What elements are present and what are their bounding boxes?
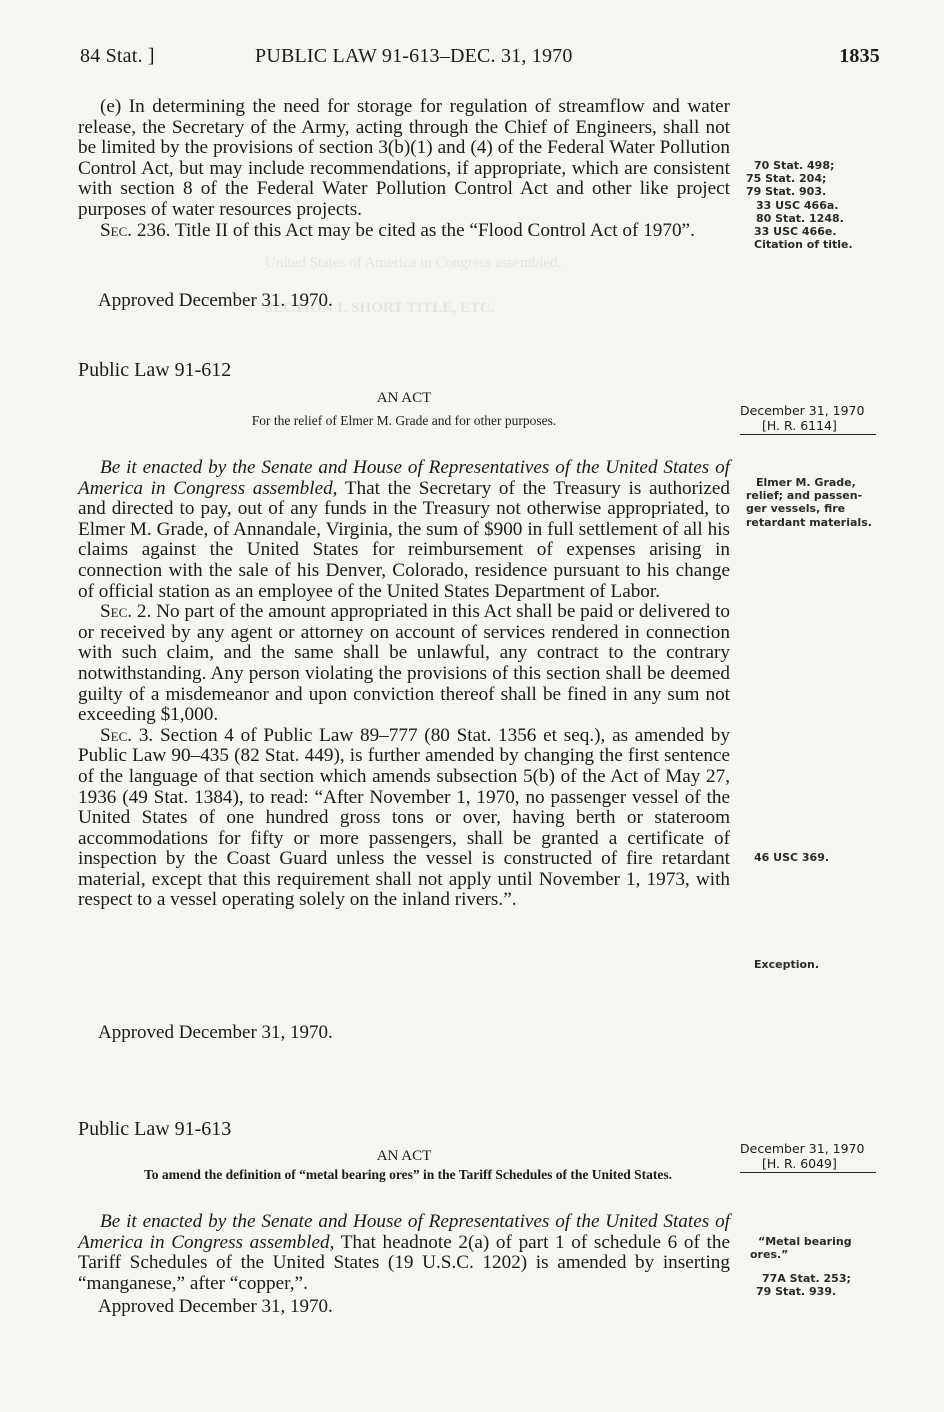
law-613-margin-metal bbox=[750, 1235, 852, 1261]
margin-note: ores.” bbox=[750, 1248, 789, 1262]
section-236-paragraph bbox=[78, 221, 730, 242]
page-number: 1835 bbox=[839, 45, 880, 67]
margin-note: “Metal bearing bbox=[758, 1235, 852, 1248]
law-613-title: Public Law 91-613 bbox=[78, 1118, 232, 1140]
law-613-body bbox=[78, 1212, 730, 1294]
margin-note: 33 USC 466e. bbox=[754, 225, 837, 239]
margin-note: 80 Stat. 1248. bbox=[756, 211, 844, 225]
law-612-sec2-text: No part of the amount appropriated in this Act shall be paid or delivered to or received by any agent or attorney on account of services rendered in connection with such claim, and the same shall be unlawful, any contract to the contrary notwithstanding. Any person violating the provisions of this section shall be deemed guilty of a misdemeanor and upon conviction thereof shall be fined in any sum not exceeding $1,000. bbox=[78, 601, 731, 726]
law-612-margin-exception: Exception. bbox=[754, 958, 820, 971]
margin-note: Elmer M. Grade, bbox=[756, 476, 856, 489]
law-612-title: Public Law 91-612 bbox=[78, 359, 232, 381]
volume-reference: 84 Stat. ] bbox=[80, 45, 155, 67]
section-236-text: Title II of this Act may be cited as the “Flood Control Act of 1970”. bbox=[174, 219, 695, 241]
margin-note: 79 Stat. 939. bbox=[756, 1285, 837, 1299]
law-612-date-box bbox=[740, 403, 876, 435]
law-612-sec3-text: Section 4 of Public Law 89–777 (80 Stat. 1356 et seq.), as amended by Public Law 90–435 (82 Stat. 449), is further amended by changing the first sentence of the language of that section which amends subsection 5(b) of the Act of May 27, 1936 (49 Stat. 1384), to read: “After November 1, 1970, no passenger vessel of the United States of one hundred gross tons or over, having berth or stateroom accommodations for fifty or more passengers, shall be granted a certificate of inspection by the Coast Guard unless the vessel is constructed of fire retardant material, except that this requirement shall not apply until November 1, 1973, with respect to a vessel operating solely on the inland rivers.”. bbox=[78, 724, 730, 911]
law-613-an-act: AN ACT bbox=[376, 1148, 432, 1164]
margin-note: 70 Stat. 498; bbox=[754, 159, 835, 172]
margin-note: retardant materials. bbox=[746, 515, 872, 529]
bleed-through-text: United States of America in Congress assembled, bbox=[265, 255, 562, 271]
section-e-paragraph: (e) In determining the need for storage for regulation of streamflow and water release, the Secretary of the Army, acting through the Chief of Engineers, shall not be limited by the provisions of section 3(b)(1) and (4) of the Federal Water Pollution Control Act, but may include recommendations, if appropriate, which are consistent with section 8 of the Federal Water Pollution Control Act and other like project purposes of water resources projects. bbox=[78, 96, 730, 220]
margin-note: relief; and passen- bbox=[746, 489, 863, 503]
law-613-bill-number: [H. R. 6049] bbox=[740, 1156, 876, 1173]
law-612-enacting-paragraph bbox=[78, 458, 730, 602]
law-612-sec2-label: Sec. 2. bbox=[100, 601, 152, 623]
law-612-bill-number: [H. R. 6114] bbox=[740, 418, 876, 435]
approved-line-1: Approved December 31. 1970. bbox=[98, 290, 333, 311]
law-613-date: December 31, 1970 bbox=[740, 1141, 865, 1156]
law-613-enacting-clause: Be it enacted by the Senate and House of Representatives of the United States of America in Congress assembled, bbox=[78, 1211, 730, 1253]
law-612-section-2 bbox=[78, 602, 730, 726]
margin-citations-1 bbox=[746, 159, 853, 252]
law-612-body bbox=[78, 458, 730, 911]
margin-note: 77A Stat. 253; bbox=[762, 1272, 851, 1285]
margin-note: ger vessels, fire bbox=[746, 502, 846, 516]
law-613-enacting-paragraph bbox=[78, 1212, 730, 1294]
law-612-an-act: AN ACT bbox=[376, 390, 432, 406]
section-236-label: Sec. 236. bbox=[100, 219, 171, 241]
law-612-date: December 31, 1970 bbox=[740, 403, 865, 418]
law-612-approved: Approved December 31, 1970. bbox=[98, 1022, 333, 1043]
law-613-section-text: That headnote 2(a) of part 1 of schedule 6 of the Tariff Schedules of the United States (19 U.S.C. 1202) is amended by inserting “manganese,” after “copper,”. bbox=[78, 1231, 730, 1294]
margin-note: Citation of title. bbox=[754, 238, 853, 252]
law-613-date-box bbox=[740, 1141, 876, 1173]
section-e-block bbox=[78, 97, 730, 241]
law-612-margin-usc: 46 USC 369. bbox=[754, 851, 830, 864]
law-613-margin-stat bbox=[756, 1272, 851, 1298]
law-612-enacting-clause: Be it enacted by the Senate and House of Representatives of the United States of America in Congress assembled, bbox=[78, 457, 730, 499]
law-613-approved: Approved December 31, 1970. bbox=[98, 1296, 333, 1317]
law-612-margin-subject bbox=[746, 476, 872, 529]
law-612-sec3-label: Sec. 3. bbox=[100, 724, 154, 746]
running-head: PUBLIC LAW 91-613–DEC. 31, 1970 bbox=[255, 45, 573, 67]
margin-note: 33 USC 466a. bbox=[756, 198, 839, 212]
law-612-section-3 bbox=[78, 726, 730, 911]
margin-note: 75 Stat. 204; bbox=[746, 172, 827, 186]
margin-note: 79 Stat. 903. bbox=[746, 185, 827, 199]
law-612-section-1-text: That the Secretary of the Treasury is authorized and directed to pay, out of any funds in the Treasury not otherwise appropriated, to Elmer M. Grade, of Annandale, Virginia, the sum of $900 in full settlement of all his claims against the United States for reimbursement of expenses arising in connection with the sale of his Denver, Colorado, residence pursuant to his change of official station as an employee of the United States Department of Labor. bbox=[78, 477, 730, 602]
bleed-through-text: SECTION 1. SHORT TITLE, ETC. bbox=[265, 300, 495, 316]
law-612-purpose: For the relief of Elmer M. Grade and for other purposes. bbox=[251, 413, 557, 428]
law-613-purpose: To amend the definition of “metal bearing ores” in the Tariff Schedules of the United States. bbox=[143, 1167, 672, 1182]
